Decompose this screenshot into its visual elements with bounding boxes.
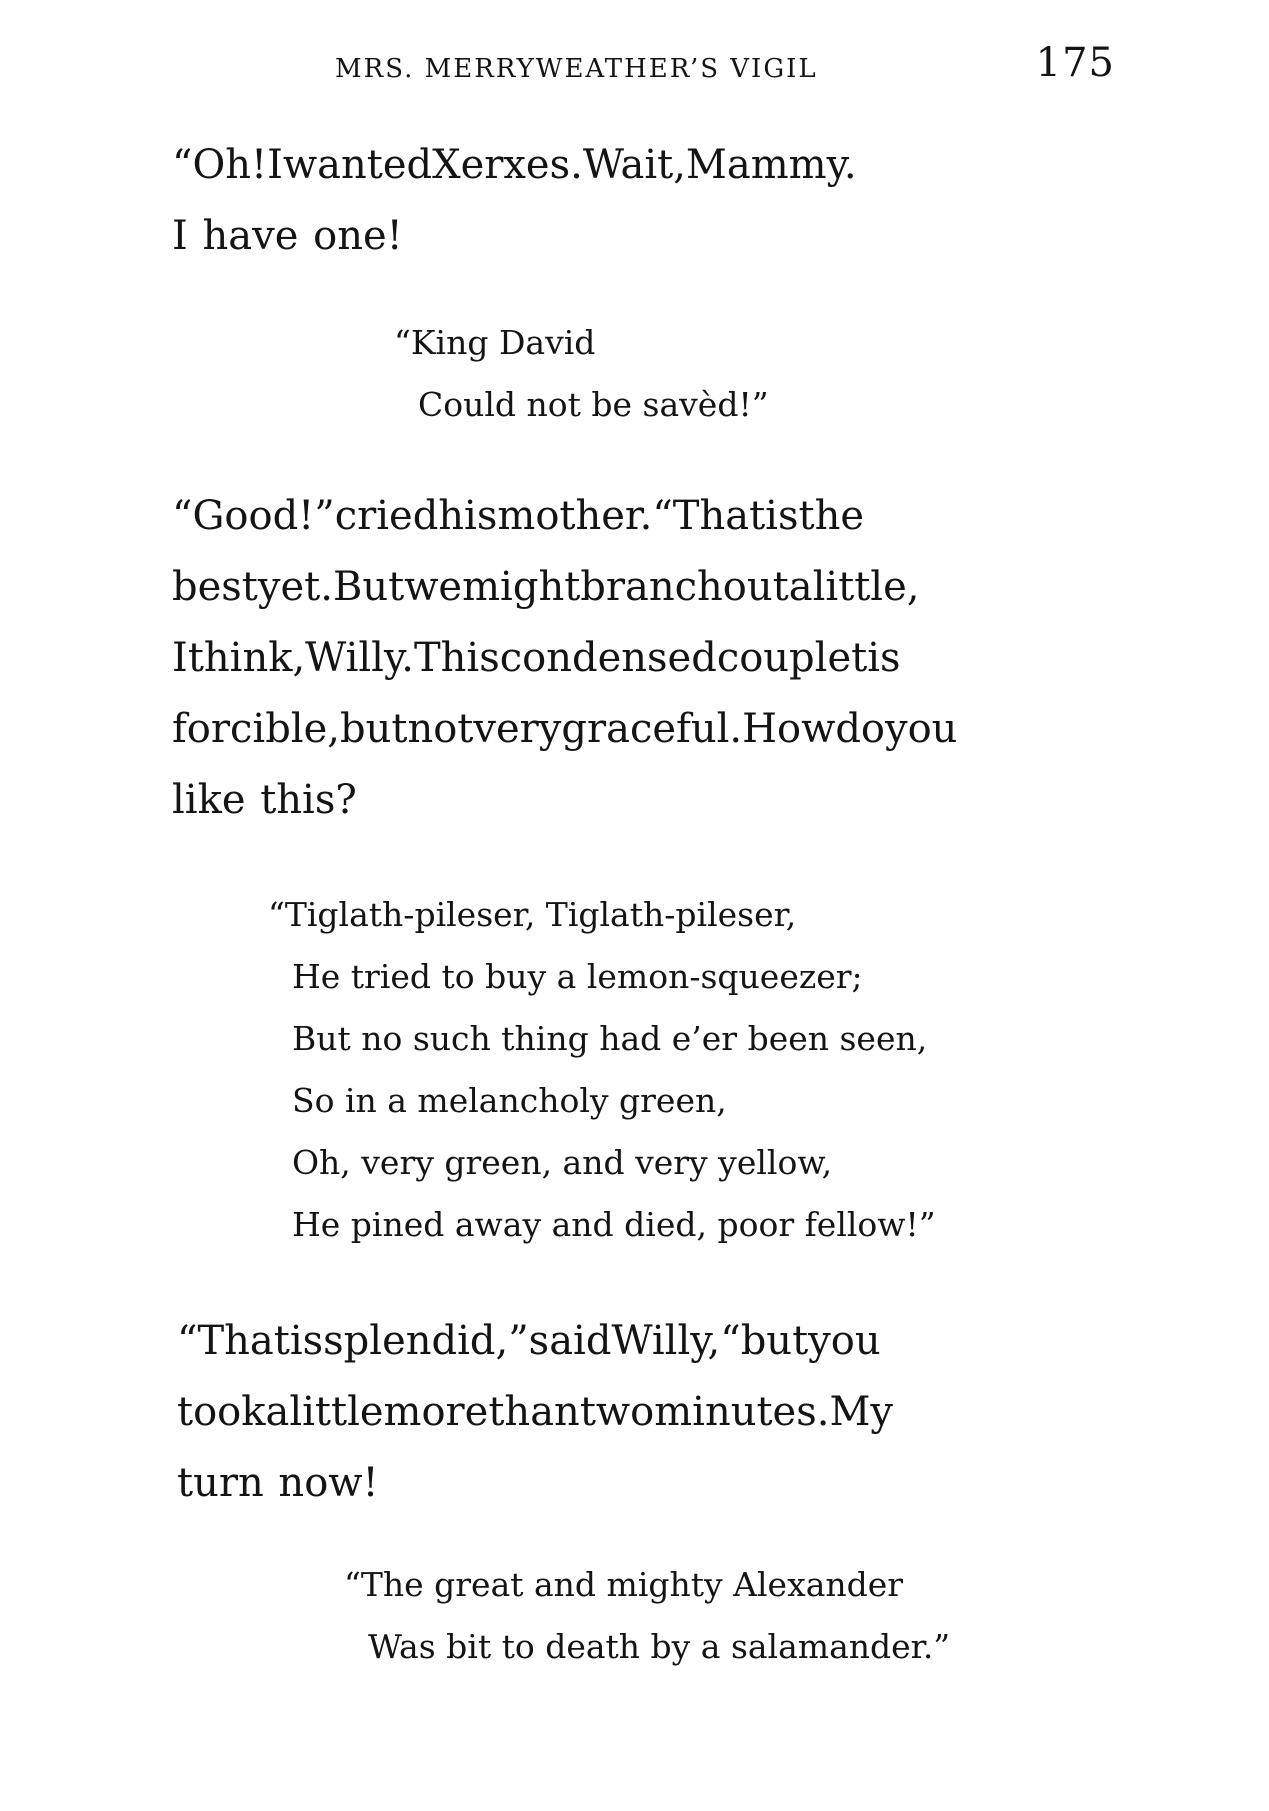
word: forcible, [172,706,340,752]
word: wanted [282,142,433,188]
word: best [172,564,258,610]
word: took [177,1389,266,1435]
word: “That [652,493,766,539]
word: do [835,706,885,752]
verse-line: But no such thing had e’er been seen, [292,1019,928,1058]
word: we [404,564,463,610]
word: “That [177,1318,290,1364]
word: but [340,706,408,752]
word: more [383,1389,489,1435]
word: Mammy. [685,142,857,188]
word: might [462,564,581,610]
running-head [335,40,1115,90]
word: little, [812,564,920,610]
word: “Good!” [172,493,335,539]
paragraph-1 [172,130,1117,272]
verse-line: So in a melancholy green, [292,1081,727,1120]
paragraph-line: like this? [172,777,357,823]
word: a [788,564,813,610]
word: a [265,1389,290,1435]
word: than [488,1389,580,1435]
word: How [742,706,836,752]
word: is [867,635,901,681]
verse-3 [344,1554,950,1678]
word: is [765,493,799,539]
word: I [172,635,188,681]
word: his [438,493,498,539]
word: minutes. [654,1389,830,1435]
word: cried [334,493,439,539]
page-number: 175 [1035,40,1115,86]
word: condensed [499,635,717,681]
word: two [579,1389,655,1435]
word: said [528,1318,612,1364]
paragraph-line [172,130,1117,201]
word: graceful. [561,706,743,752]
word: yet. [257,564,333,610]
word: My [829,1389,894,1435]
word: “but [720,1318,809,1364]
word: Willy, [611,1318,721,1364]
verse-line: “King David [394,323,596,362]
word: “Oh! [172,142,268,188]
word: you [885,706,958,752]
verse-line: “Tiglath-pileser, Tiglath-pileser, [268,895,797,934]
word: not [407,706,474,752]
verse-line: Oh, very green, and very yellow, [292,1143,833,1182]
paragraph-3 [177,1306,1122,1519]
word: is [289,1318,324,1364]
word: you [808,1318,881,1364]
word: branch [580,564,723,610]
verse-line: Was bit to death by a salamander.” [368,1627,951,1666]
paragraph-2 [172,481,1117,836]
paragraph-line [172,623,1117,694]
word: Willy. [305,635,414,681]
paragraph-line: turn now! [177,1460,379,1506]
verse-line: “The great and mighty Alexander [344,1565,904,1604]
word: couplet [716,635,868,681]
paragraph-line [172,694,1117,765]
paragraph-line [177,1306,1122,1377]
verse-2 [268,884,936,1256]
verse-line: He pined away and died, poor fellow!” [292,1205,936,1244]
word: mother. [497,493,653,539]
word: Wait, [582,142,686,188]
word: very [473,706,562,752]
word: little [289,1389,384,1435]
word: This [413,635,500,681]
verse-1 [394,312,769,436]
paragraph-line [172,552,1117,623]
paragraph-line: I have one! [172,213,403,259]
word: out [722,564,789,610]
verse-line: Could not be savèd!” [418,385,769,424]
running-title: MRS. MERRYWEATHER’S VIGIL [335,54,818,84]
word: Xerxes. [432,142,583,188]
paragraph-line [177,1377,1122,1448]
word: the [798,493,865,539]
word: splendid,” [323,1318,529,1364]
word: But [332,564,405,610]
verse-line: He tried to buy a lemon-squeezer; [292,957,863,996]
word: think, [187,635,306,681]
word: I [267,142,283,188]
paragraph-line [172,481,1117,552]
